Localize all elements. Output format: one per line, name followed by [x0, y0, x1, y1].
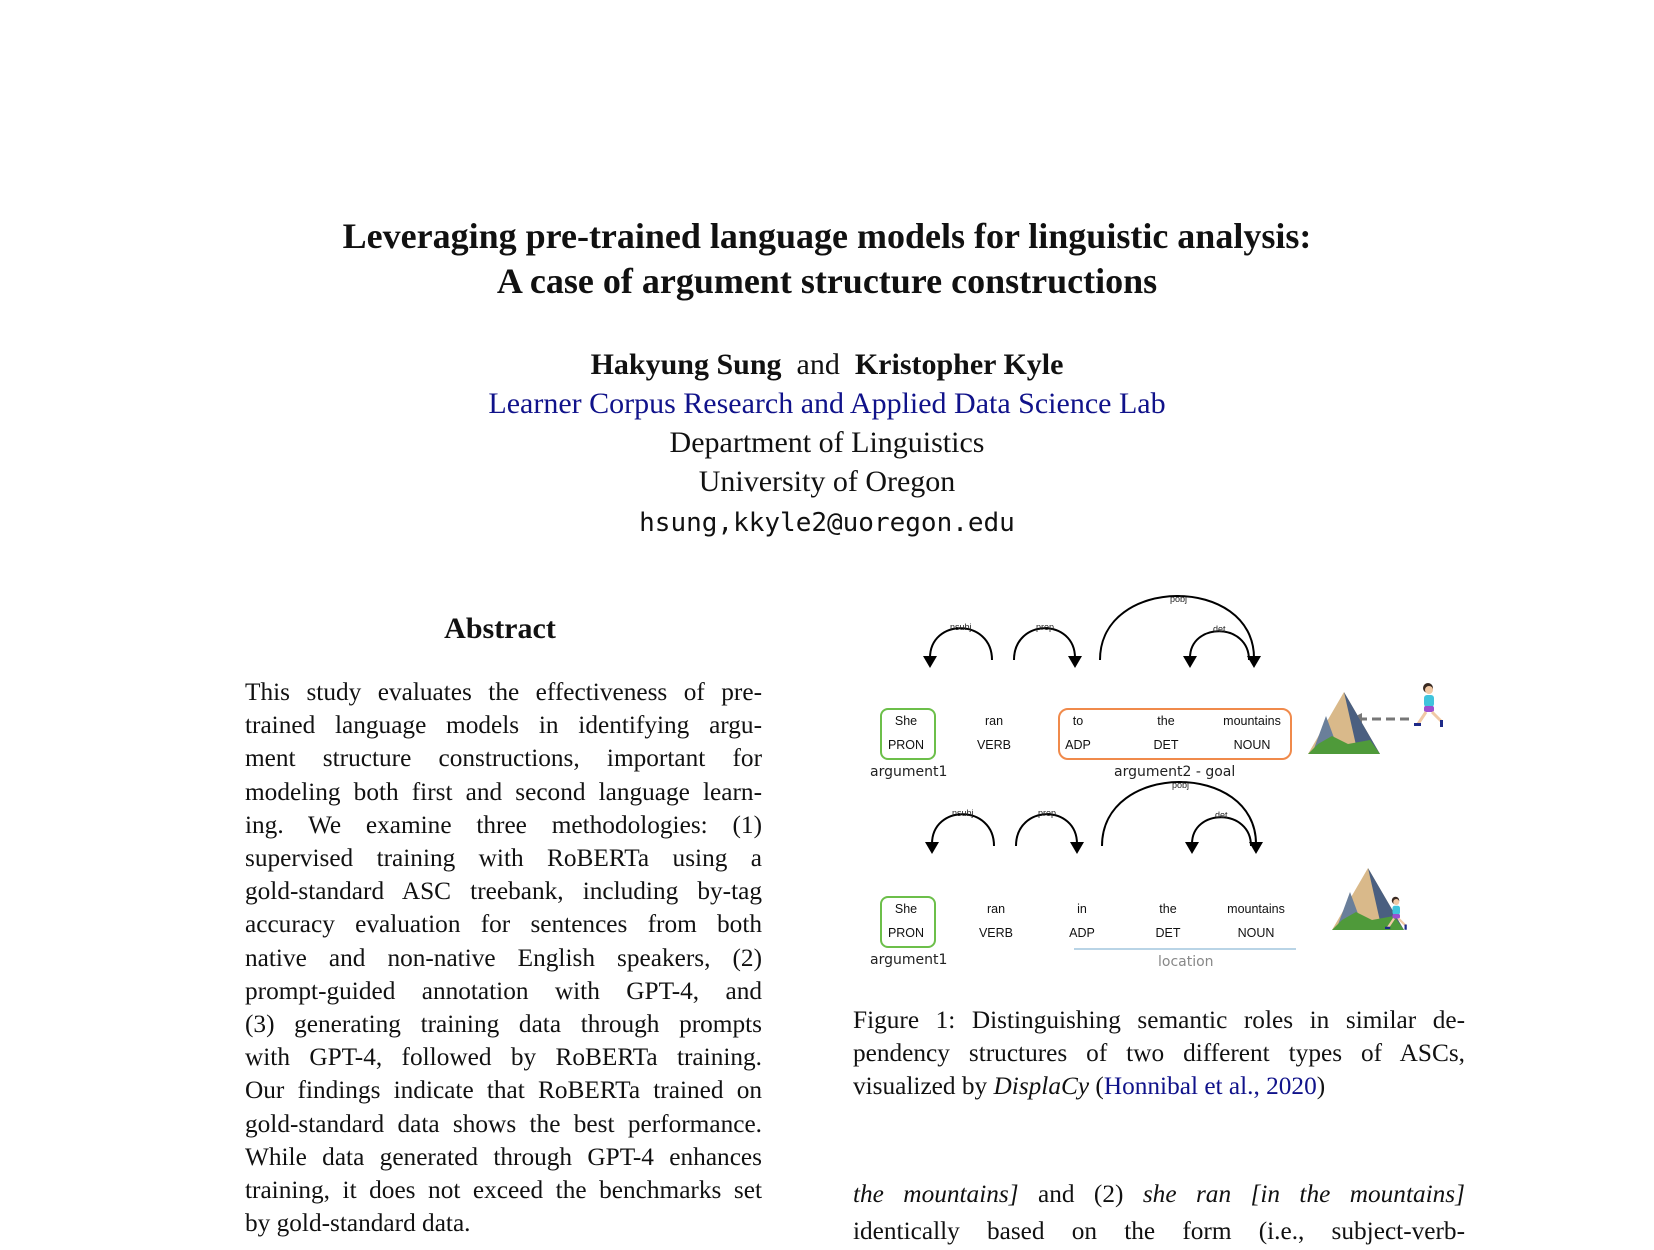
token-word: mountains	[1223, 714, 1281, 728]
abstract-line: training, it does not exceed the benchmarks set	[245, 1176, 762, 1205]
abstract-line: (3) generating training data through prompts	[245, 1010, 762, 1039]
arc-pobj	[1100, 596, 1254, 660]
abstract-body	[245, 676, 762, 1240]
author-1: Hakyung Sung	[590, 348, 782, 381]
abstract-line: modeling both first and second language learn-	[245, 777, 762, 806]
token-word: ran	[984, 714, 1004, 728]
token-word: mountains	[1227, 902, 1285, 916]
abstract-line: native and non-native English speakers, (2)	[245, 943, 762, 972]
token-word: the	[1157, 714, 1175, 728]
token-word: the	[1159, 902, 1177, 916]
token-tag: NOUN	[1237, 926, 1275, 940]
body-line: the mountains] and (2) she ran [in the mountains]	[853, 1180, 1465, 1208]
arc-label-det: det	[1213, 624, 1226, 634]
abstract-line: by gold-standard data.	[245, 1209, 471, 1238]
token-tag: VERB	[976, 738, 1012, 752]
svg-text:pobj: pobj	[1170, 594, 1188, 604]
author-line	[0, 346, 1654, 384]
token-word: She	[894, 714, 918, 728]
arc-det	[1190, 631, 1249, 660]
abstract-line: supervised training with RoBERTa using a	[245, 844, 762, 873]
abstract-line: prompt-guided annotation with GPT-4, and	[245, 976, 762, 1005]
bottom-arrowheads	[925, 842, 1263, 854]
caption-line: visualized by DisplaCy (Honnibal et al., 2020)	[853, 1072, 1326, 1101]
author-2: Kristopher Kyle	[854, 348, 1064, 381]
abstract-line: Our findings indicate that RoBERTa trained on	[245, 1076, 762, 1105]
mountain-icon-top	[1308, 692, 1380, 754]
svg-text:prep: prep	[1038, 808, 1057, 818]
token-tag: ADP	[1069, 926, 1095, 940]
affiliation-department: Department of Linguistics	[669, 426, 985, 459]
role-label-argument1-bottom: argument1	[870, 952, 948, 968]
affiliation-lab-link[interactable]: Learner Corpus Research and Applied Data Science Lab	[488, 387, 1166, 420]
body-text-right	[853, 1176, 1465, 1250]
title-line-2: A case of argument structure constructions	[496, 261, 1158, 301]
top-arcs-group	[930, 596, 1254, 660]
role-label-location: location	[1158, 954, 1214, 970]
bottom-arcs-group	[932, 782, 1256, 846]
tool-name: DisplaCy	[993, 1072, 1090, 1101]
top-arrowheads	[923, 656, 1261, 668]
token-tag: NOUN	[1233, 738, 1271, 752]
abstract-heading: Abstract	[444, 612, 556, 645]
abstract-line: This study evaluates the effectiveness of pre-	[245, 678, 762, 706]
figure-1	[860, 594, 1470, 980]
token-tag: DET	[1153, 738, 1179, 752]
abstract-line: with GPT-4, followed by RoBERTa training.	[245, 1043, 762, 1072]
affiliation-university: University of Oregon	[698, 465, 956, 498]
svg-text:nsubj: nsubj	[952, 808, 974, 818]
caption-line: pendency structures of two different types of ASCs,	[853, 1039, 1465, 1068]
abstract-line: While data generated through GPT-4 enhances	[245, 1142, 762, 1171]
caption-line: Figure 1: Distinguishing semantic roles in similar de-	[853, 1006, 1465, 1034]
author-email: hsung,kkyle2@uoregon.edu	[639, 508, 1015, 538]
token-tag: DET	[1155, 926, 1181, 940]
role-label-argument1-top: argument1	[870, 764, 948, 780]
abstract-line: ment structure constructions, important for	[245, 744, 762, 773]
dependency-arcs	[860, 594, 1470, 980]
abstract-line: accuracy evaluation for sentences from both	[245, 910, 762, 939]
author-conjunction: and	[796, 348, 840, 381]
token-tag: PRON	[887, 926, 925, 940]
token-word: to	[1072, 714, 1084, 728]
arc-label-prep: prep	[1036, 622, 1055, 632]
svg-text:pobj: pobj	[1172, 780, 1190, 790]
role-label-argument2-goal: argument2 - goal	[1114, 764, 1236, 780]
runner-icon-top	[1414, 683, 1443, 727]
token-tag: ADP	[1065, 738, 1091, 752]
arc-label-nsubj: nsubj	[950, 622, 972, 632]
arc-prep	[1014, 628, 1075, 660]
title-line-1: Leveraging pre-trained language models for linguistic analysis:	[342, 216, 1312, 256]
citation-link[interactable]: Honnibal et al., 2020	[1103, 1072, 1317, 1101]
abstract-line: trained language models in identifying argu-	[245, 711, 762, 740]
body-line: identically based on the form (i.e., subject-verb-	[853, 1217, 1465, 1245]
token-word: She	[894, 902, 918, 916]
token-tag: VERB	[978, 926, 1014, 940]
abstract-line: gold-standard ASC treebank, including by-tag	[245, 877, 762, 906]
figure-1-caption	[853, 1004, 1465, 1104]
abstract-line: gold-standard data shows the best performance.	[245, 1109, 762, 1138]
abstract-line: ing. We examine three methodologies: (1)	[245, 810, 762, 839]
arc-nsubj	[930, 628, 992, 660]
svg-text:det: det	[1215, 810, 1228, 820]
paper-title	[0, 214, 1654, 304]
token-tag: PRON	[887, 738, 925, 752]
token-word: in	[1077, 902, 1087, 916]
location-underline	[1074, 948, 1296, 950]
token-word: ran	[986, 902, 1006, 916]
